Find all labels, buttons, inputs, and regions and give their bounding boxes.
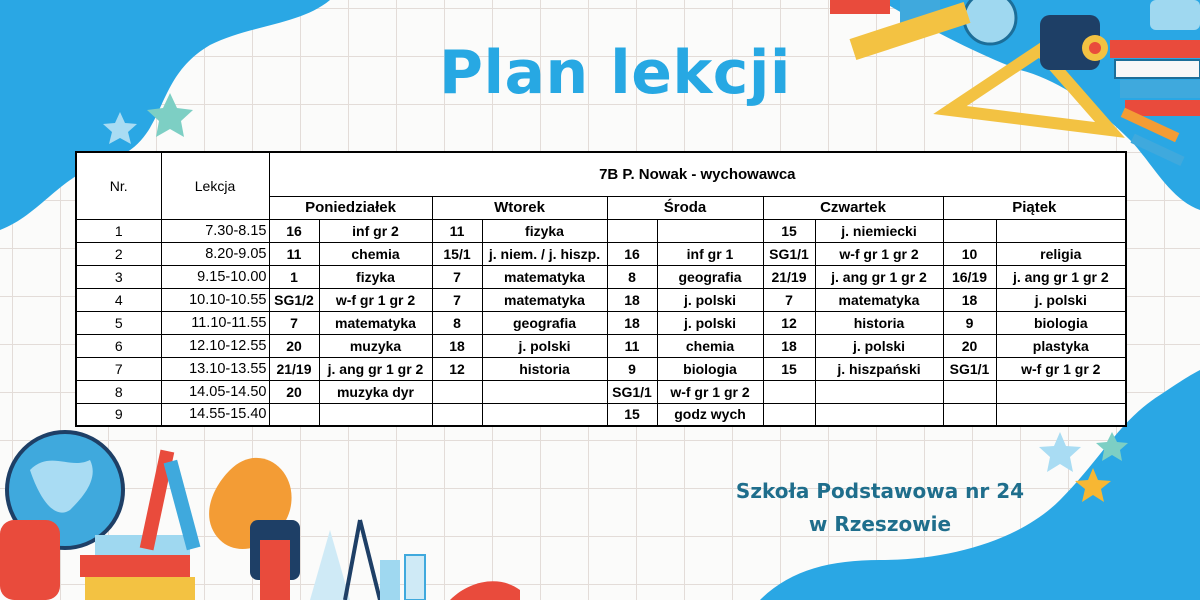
- day-header-thursday: Czwartek: [763, 196, 943, 219]
- room-cell: 18: [432, 334, 482, 357]
- room-cell: 9: [607, 357, 657, 380]
- room-cell: SG1/1: [943, 357, 996, 380]
- header-lekcja: Lekcja: [161, 152, 269, 219]
- subject-cell: j. hiszpański: [815, 357, 943, 380]
- lesson-time: 14.05-14.50: [161, 380, 269, 403]
- subject-cell: chemia: [657, 334, 763, 357]
- table-row: [76, 288, 1126, 311]
- room-cell: 21/19: [269, 357, 319, 380]
- subject-cell: religia: [996, 242, 1126, 265]
- table-row: [76, 334, 1126, 357]
- lesson-number: 5: [76, 311, 161, 334]
- subject-cell: fizyka: [319, 265, 432, 288]
- room-cell: 7: [432, 288, 482, 311]
- subject-cell: j. polski: [657, 311, 763, 334]
- subject-cell: [319, 403, 432, 426]
- subject-cell: matematyka: [482, 288, 607, 311]
- subject-cell: j. ang gr 1 gr 2: [319, 357, 432, 380]
- day-header-monday: Poniedziałek: [269, 196, 432, 219]
- subject-cell: j. niemiecki: [815, 219, 943, 242]
- lesson-number: 6: [76, 334, 161, 357]
- room-cell: 8: [432, 311, 482, 334]
- lesson-number: 8: [76, 380, 161, 403]
- subject-cell: j. polski: [657, 288, 763, 311]
- subject-cell: j. ang gr 1 gr 2: [815, 265, 943, 288]
- subject-cell: historia: [482, 357, 607, 380]
- room-cell: 15: [763, 357, 815, 380]
- subject-cell: j. ang gr 1 gr 2: [996, 265, 1126, 288]
- day-header-friday: Piątek: [943, 196, 1126, 219]
- room-cell: 11: [607, 334, 657, 357]
- room-cell: 11: [432, 219, 482, 242]
- room-cell: 15: [763, 219, 815, 242]
- room-cell: [432, 380, 482, 403]
- subject-cell: matematyka: [815, 288, 943, 311]
- lesson-time: 8.20-9.05: [161, 242, 269, 265]
- timetable: [75, 151, 1127, 427]
- room-cell: [763, 403, 815, 426]
- room-cell: 12: [763, 311, 815, 334]
- lesson-time: 10.10-10.55: [161, 288, 269, 311]
- subject-cell: w-f gr 1 gr 2: [319, 288, 432, 311]
- subject-cell: matematyka: [319, 311, 432, 334]
- room-cell: [269, 403, 319, 426]
- subject-cell: muzyka: [319, 334, 432, 357]
- room-cell: 12: [432, 357, 482, 380]
- subject-cell: biologia: [996, 311, 1126, 334]
- room-cell: [943, 219, 996, 242]
- room-cell: SG1/1: [607, 380, 657, 403]
- header-nr: Nr.: [76, 152, 161, 219]
- subject-cell: w-f gr 1 gr 2: [996, 357, 1126, 380]
- room-cell: 7: [763, 288, 815, 311]
- star-icon: [1039, 432, 1081, 472]
- table-row: [76, 242, 1126, 265]
- room-cell: 20: [269, 380, 319, 403]
- room-cell: [943, 380, 996, 403]
- subject-cell: geografia: [482, 311, 607, 334]
- subject-cell: [815, 380, 943, 403]
- subject-cell: j. polski: [815, 334, 943, 357]
- lesson-number: 3: [76, 265, 161, 288]
- room-cell: [607, 219, 657, 242]
- room-cell: 8: [607, 265, 657, 288]
- table-row: [76, 219, 1126, 242]
- room-cell: 21/19: [763, 265, 815, 288]
- subject-cell: inf gr 1: [657, 242, 763, 265]
- subject-cell: godz wych: [657, 403, 763, 426]
- room-cell: 1: [269, 265, 319, 288]
- room-cell: 18: [943, 288, 996, 311]
- subject-cell: [996, 219, 1126, 242]
- room-cell: 7: [432, 265, 482, 288]
- subject-cell: w-f gr 1 gr 2: [815, 242, 943, 265]
- room-cell: SG1/2: [269, 288, 319, 311]
- room-cell: 18: [607, 311, 657, 334]
- subject-cell: j. polski: [996, 288, 1126, 311]
- school-name-line-2: w Rzeszowie: [808, 512, 952, 536]
- lesson-number: 1: [76, 219, 161, 242]
- room-cell: 16/19: [943, 265, 996, 288]
- lesson-time: 9.15-10.00: [161, 265, 269, 288]
- subject-cell: biologia: [657, 357, 763, 380]
- subject-cell: geografia: [657, 265, 763, 288]
- subject-cell: plastyka: [996, 334, 1126, 357]
- subject-cell: j. niem. / j. hiszp.: [482, 242, 607, 265]
- room-cell: 16: [269, 219, 319, 242]
- room-cell: [943, 403, 996, 426]
- subject-cell: [657, 219, 763, 242]
- subject-cell: inf gr 2: [319, 219, 432, 242]
- room-cell: 9: [943, 311, 996, 334]
- subject-cell: muzyka dyr: [319, 380, 432, 403]
- lesson-number: 7: [76, 357, 161, 380]
- table-row: [76, 357, 1126, 380]
- table-row: [76, 265, 1126, 288]
- class-header: 7B P. Nowak - wychowawca: [269, 152, 1126, 196]
- room-cell: 15: [607, 403, 657, 426]
- subject-cell: [996, 380, 1126, 403]
- subject-cell: [996, 403, 1126, 426]
- room-cell: SG1/1: [763, 242, 815, 265]
- room-cell: [763, 380, 815, 403]
- school-name: [700, 475, 1060, 541]
- table-row: [76, 311, 1126, 334]
- subject-cell: w-f gr 1 gr 2: [657, 380, 763, 403]
- subject-cell: chemia: [319, 242, 432, 265]
- school-supplies-bottom-left: [0, 432, 520, 600]
- lesson-time: 12.10-12.55: [161, 334, 269, 357]
- room-cell: 18: [607, 288, 657, 311]
- room-cell: 20: [269, 334, 319, 357]
- lesson-number: 9: [76, 403, 161, 426]
- room-cell: 7: [269, 311, 319, 334]
- lesson-time: 13.10-13.55: [161, 357, 269, 380]
- room-cell: [432, 403, 482, 426]
- room-cell: 20: [943, 334, 996, 357]
- lesson-number: 2: [76, 242, 161, 265]
- subject-cell: [482, 380, 607, 403]
- room-cell: 18: [763, 334, 815, 357]
- table-row: [76, 403, 1126, 426]
- school-name-line-1: Szkoła Podstawowa nr 24: [735, 479, 1025, 503]
- room-cell: 10: [943, 242, 996, 265]
- subject-cell: matematyka: [482, 265, 607, 288]
- subject-cell: historia: [815, 311, 943, 334]
- day-header-tuesday: Wtorek: [432, 196, 607, 219]
- lesson-time: 7.30-8.15: [161, 219, 269, 242]
- lesson-time: 11.10-11.55: [161, 311, 269, 334]
- room-cell: 11: [269, 242, 319, 265]
- day-header-wednesday: Środa: [607, 196, 763, 219]
- table-row: [76, 380, 1126, 403]
- subject-cell: [815, 403, 943, 426]
- page-title: Plan lekcji: [439, 38, 791, 108]
- lesson-time: 14.55-15.40: [161, 403, 269, 426]
- subject-cell: j. polski: [482, 334, 607, 357]
- room-cell: 16: [607, 242, 657, 265]
- room-cell: 15/1: [432, 242, 482, 265]
- subject-cell: [482, 403, 607, 426]
- lesson-number: 4: [76, 288, 161, 311]
- subject-cell: fizyka: [482, 219, 607, 242]
